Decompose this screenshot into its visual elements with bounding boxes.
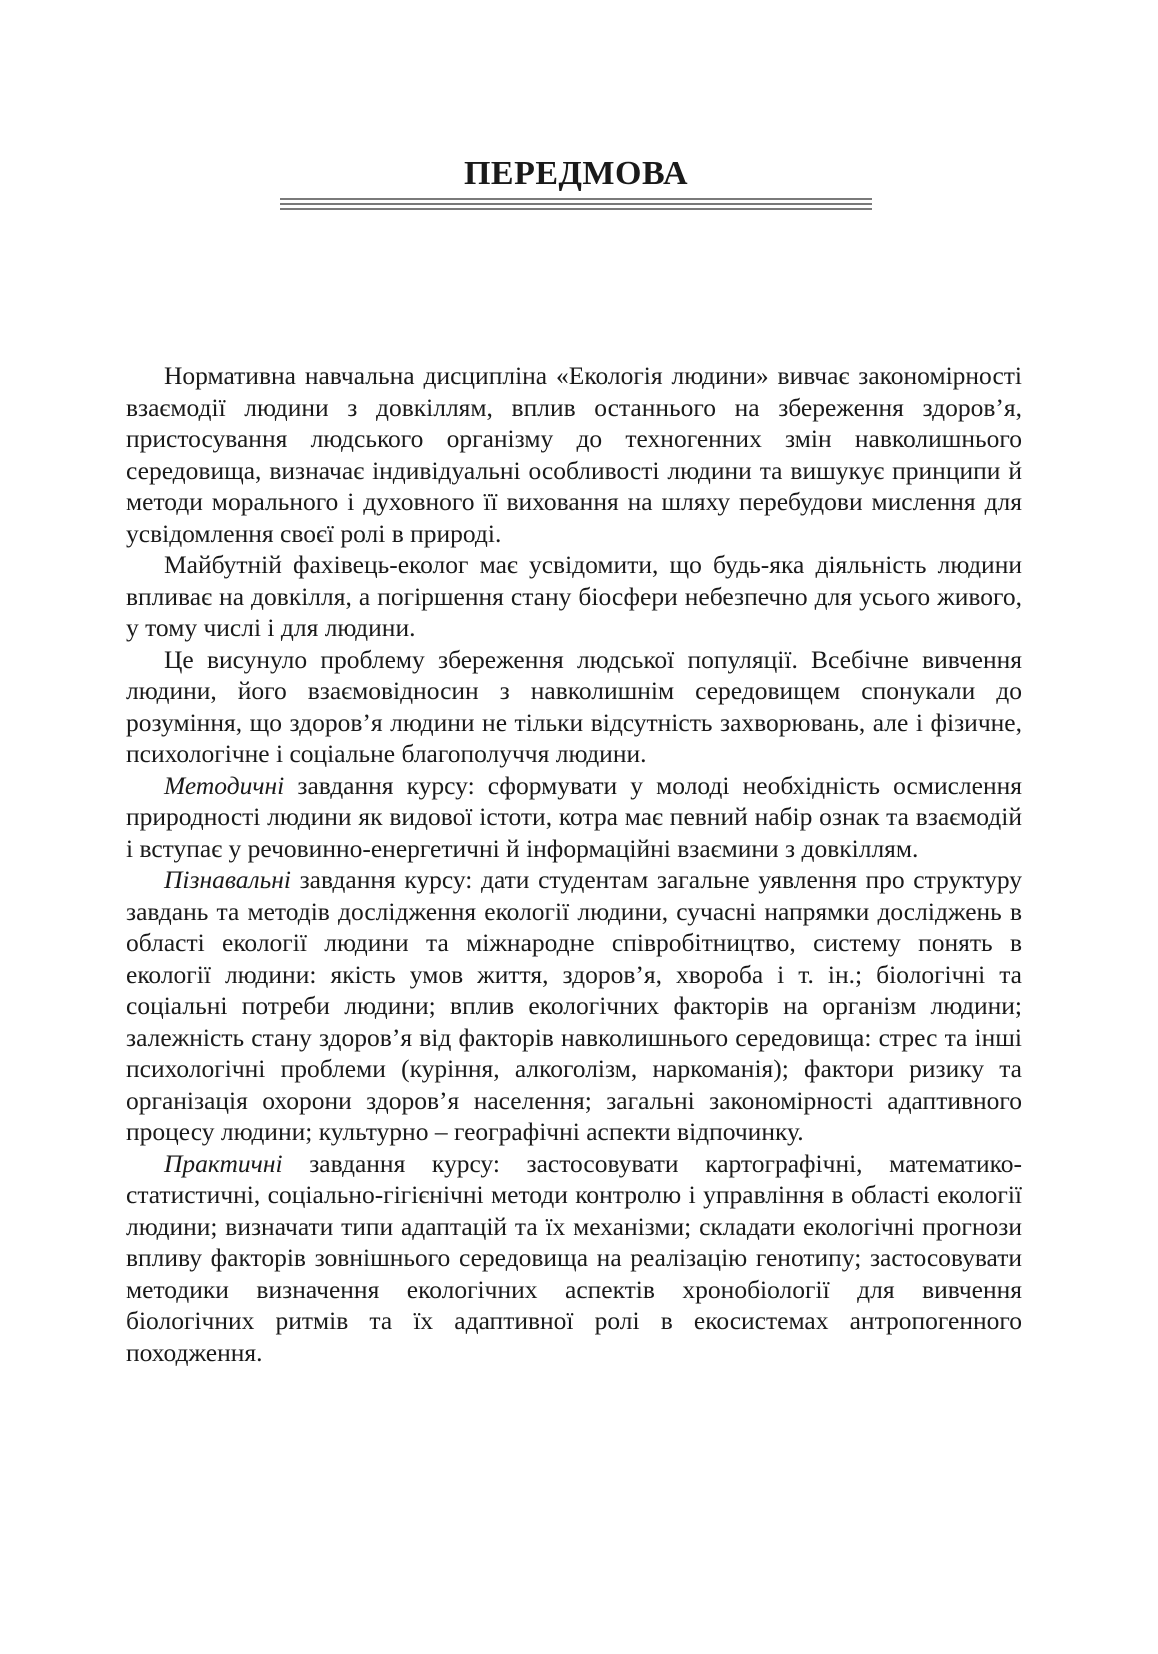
paragraph [126,644,1022,770]
paragraph [126,770,1022,865]
page-title: ПЕРЕДМОВА [463,155,689,192]
paragraph [126,864,1022,1148]
title-underline-rule [280,203,872,205]
paragraph [126,549,1022,644]
paragraph-lead-term: Практичні [164,1148,283,1178]
paragraph-text: Нормативна навчальна дисципліна «Екологія людини» вивчає закономірності взаємодії людини з довкіллям, вплив останнього на збереження здоров’я, пристосування людського організму до техногенних змін навколишнього середовища, визначає індивідуальні особливості людини та вишукує принципи й методи морального і духовного її виховання на шляху перебудови мислення для усвідомлення своєї ролі в природі. [126,361,1022,548]
paragraph [126,1148,1022,1369]
paragraph [126,360,1022,549]
paragraph-lead-term: Методичні [164,770,285,800]
paragraph-text: Майбутній фахівець-еколог має усвідомити, що будь-яка діяльність людини впливає на довкілля, а погіршення стану біосфери небезпечно для усього живого, у тому числі і для людини. [126,550,1022,642]
paragraph-text: Це висунуло проблему збереження людської популяції. Всебічне вивчення людини, його взаємовідносин з навколишнім середовищем спонукали до розуміння, що здоров’я людини не тільки відсутність захворювань, але і фізичне, психологічне і соціальне благополуччя людини. [126,644,1022,768]
paragraph-text: завдання курсу: сформувати у молоді необхідність осмислення природності людини як видової істоти, котра має певний набір ознак та взаємодій і вступає у речовинно-енергетичні й інформаційні взаємини з довкіллям. [126,770,1022,863]
title-underline-rule [280,208,872,210]
title-underline-rule [280,198,872,200]
body-text [126,360,1022,1368]
paragraph-lead-term: Пізнавальні [164,865,291,894]
paragraph-text: завдання курсу: застосовувати картографічні, математико-статистичні, соціально-гігієнічні методи контролю і управління в області екології людини; визначати типи адаптацій та їх механізми; складати екологічні прогнози впливу факторів зовнішнього середовища на реалізацію генотипу; застосовувати методики визначення екологічних аспектів хронобіології для вивчення біологічних ритмів та їх адаптивної ролі в екосистемах антропогенного походження. [126,1148,1022,1367]
paragraph-text: завдання курсу: дати студентам загальне уявлення про структуру завдань та методів дослідження екології людини, сучасні напрямки досліджень в області екології людини та міжнародне співробітництво, систему понять в екології людини: якість умов життя, здоров’я, хвороба і т. ін.; біологічні та соціальні потреби людини; вплив екологічних факторів на організм людини; залежність стану здоров’я від факторів навколишнього середовища: стрес та інші психологічні проблеми (куріння, алкоголізм, наркоманія); фактори ризику та організація охорони здоров’я населення; загальні закономірності адаптивного процесу людини; культурно – географічні аспекти відпочинку. [126,865,1022,1146]
